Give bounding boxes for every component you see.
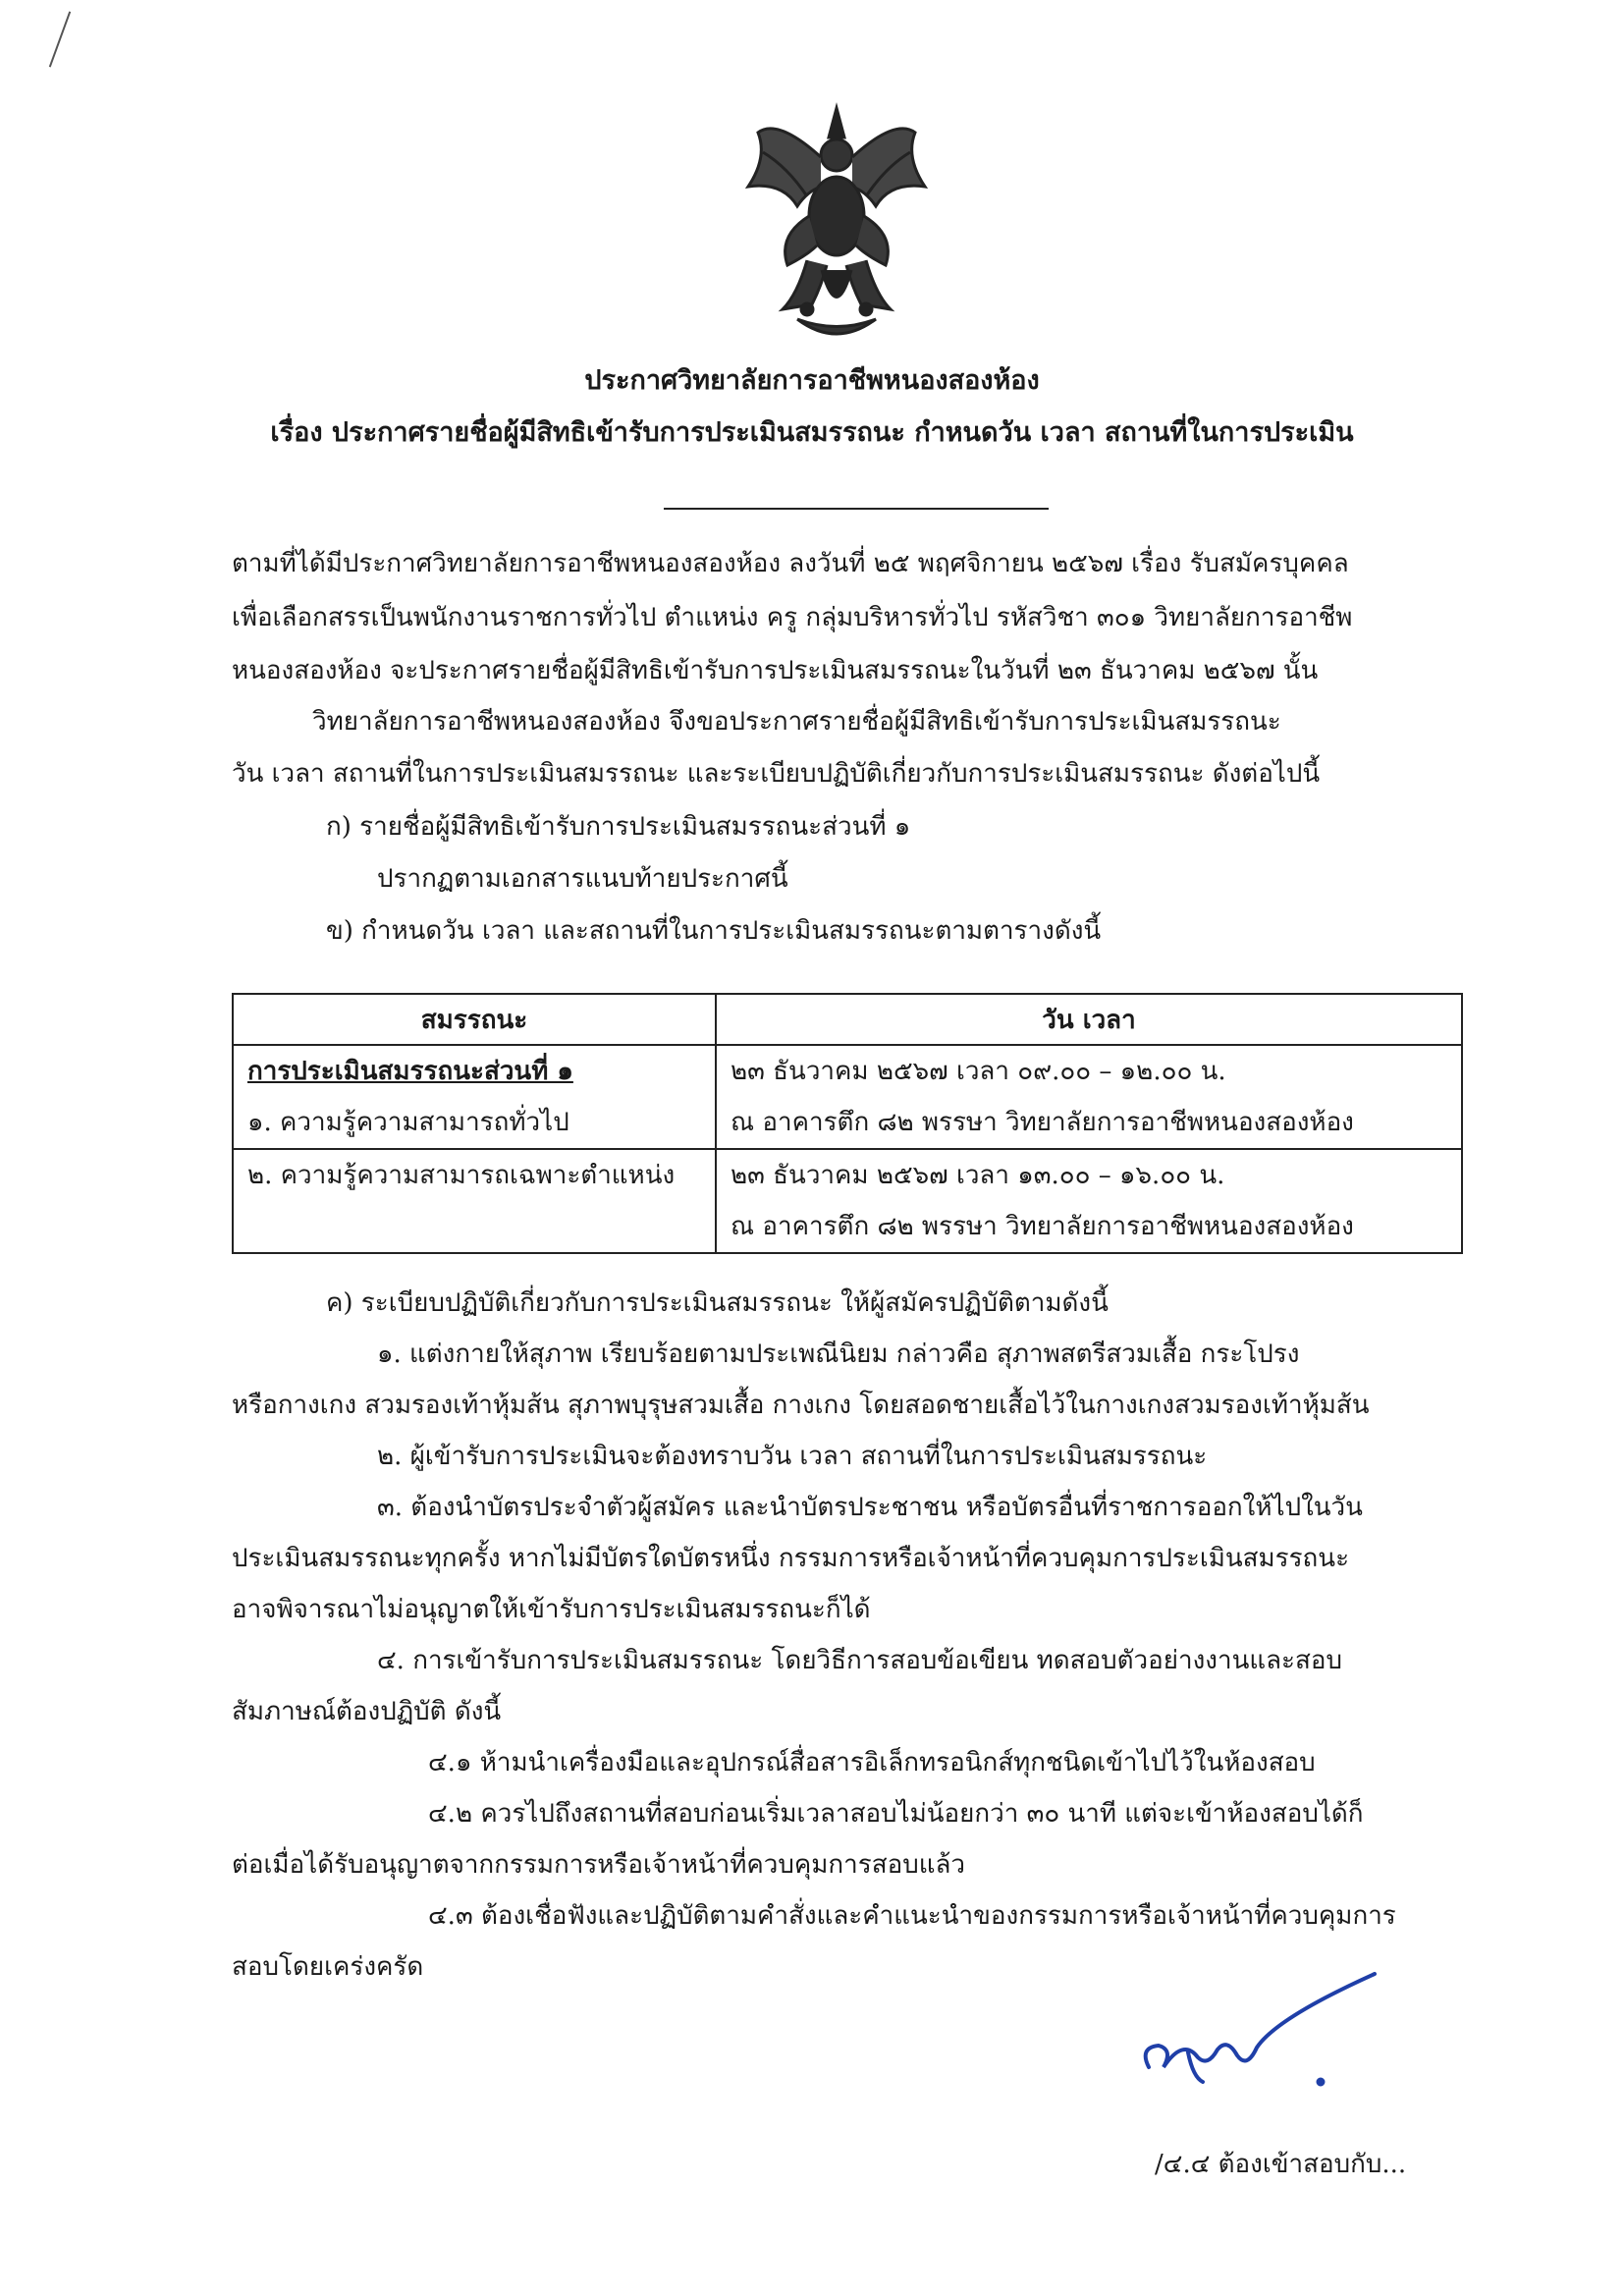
title-divider	[664, 508, 1049, 510]
paragraph-line: เพื่อเลือกสรรเป็นพนักงานราชการทั่วไป ตำแหน่ง ครู กลุ่มบริหารทั่วไป รหัสวิชา ๓๐๑ วิทยาลัยการอาชีพ	[232, 603, 1353, 632]
rule-line: สอบโดยเคร่งครัด	[232, 1952, 424, 1982]
paragraph-line: ตามที่ได้มีประกาศวิทยาลัยการอาชีพหนองสองห้อง ลงวันที่ ๒๕ พฤศจิกายน ๒๕๖๗ เรื่อง รับสมัครบุคคล	[232, 549, 1349, 578]
rule-line: สัมภาษณ์ต้องปฏิบัติ ดังนี้	[232, 1697, 502, 1726]
cell-text: ๒. ความรู้ความสามารถเฉพาะตำแหน่ง	[247, 1161, 676, 1190]
scan-mark	[49, 11, 71, 67]
table-cell	[716, 1045, 1462, 1149]
table-cell	[233, 1149, 716, 1253]
rule-line: ๔. การเข้ารับการประเมินสมรรถนะ โดยวิธีการสอบข้อเขียน ทดสอบตัวอย่างงานและสอบ	[377, 1646, 1342, 1675]
rule-line: อาจพิจารณาไม่อนุญาตให้เข้ารับการประเมินสมรรถนะก็ได้	[232, 1595, 871, 1624]
signature-icon	[1129, 1959, 1384, 2097]
table-row	[233, 1149, 1462, 1253]
table-row	[233, 1045, 1462, 1149]
table-header-row	[233, 994, 1462, 1045]
rule-line: ๔.๒ ควรไปถึงสถานที่สอบก่อนเริ่มเวลาสอบไม่น้อยกว่า ๓๐ นาที แต่จะเข้าห้องสอบได้ก็	[428, 1799, 1364, 1829]
list-item: ข) กำหนดวัน เวลา และสถานที่ในการประเมินสมรรถนะตามตารางดังนี้	[326, 916, 1102, 946]
section-heading: การประเมินสมรรถนะส่วนที่ ๑	[247, 1057, 573, 1086]
rule-line: ๔.๓ ต้องเชื่อฟังและปฏิบัติตามคำสั่งและคำแนะนำของกรรมการหรือเจ้าหน้าที่ควบคุมการ	[428, 1901, 1396, 1931]
schedule-table	[232, 993, 1463, 1254]
rule-line: ๔.๑ ห้ามนำเครื่องมือและอุปกรณ์สื่อสารอิเล็กทรอนิกส์ทุกชนิดเข้าไปไว้ในห้องสอบ	[428, 1748, 1316, 1777]
cell-text: ณ อาคารตึก ๘๒ พรรษา วิทยาลัยการอาชีพหนองสองห้อง	[731, 1212, 1354, 1241]
garuda-emblem-icon	[738, 98, 935, 349]
continued-note: /๔.๔ ต้องเข้าสอบกับ...	[1155, 2150, 1407, 2179]
list-item: ปรากฏตามเอกสารแนบท้ายประกาศนี้	[377, 864, 788, 894]
rule-line: หรือกางเกง สวมรองเท้าหุ้มส้น สุภาพบุรุษสวมเสื้อ กางเกง โดยสอดชายเสื้อไว้ในกางเกงสวมรองเท้าหุ้มส้น	[232, 1391, 1370, 1420]
rule-line: ต่อเมื่อได้รับอนุญาตจากกรรมการหรือเจ้าหน้าที่ควบคุมการสอบแล้ว	[232, 1850, 965, 1880]
table-cell	[716, 1149, 1462, 1253]
rule-line: ๒. ผู้เข้ารับการประเมินจะต้องทราบวัน เวลา สถานที่ในการประเมินสมรรถนะ	[377, 1442, 1208, 1471]
paragraph-line: วัน เวลา สถานที่ในการประเมินสมรรถนะ และระเบียบปฏิบัติเกี่ยวกับการประเมินสมรรถนะ ดังต่อไปนี้	[232, 759, 1321, 789]
cell-text: ๑. ความรู้ความสามารถทั่วไป	[247, 1108, 569, 1137]
paragraph-line: วิทยาลัยการอาชีพหนองสองห้อง จึงขอประกาศรายชื่อผู้มีสิทธิเข้ารับการประเมินสมรรถนะ	[312, 707, 1281, 737]
document-subject: เรื่อง ประกาศรายชื่อผู้มีสิทธิเข้ารับการประเมินสมรรถนะ กำหนดวัน เวลา สถานที่ในการประเมิน	[270, 417, 1354, 448]
cell-text: ๒๓ ธันวาคม ๒๕๖๗ เวลา ๑๓.๐๐ – ๑๖.๐๐ น.	[731, 1161, 1225, 1190]
rule-line: ๑. แต่งกายให้สุภาพ เรียบร้อยตามประเพณีนิยม กล่าวคือ สุภาพสตรีสวมเสื้อ กระโปรง	[377, 1339, 1300, 1369]
paragraph-line: หนองสองห้อง จะประกาศรายชื่อผู้มีสิทธิเข้ารับการประเมินสมรรถนะในวันที่ ๒๓ ธันวาคม ๒๕๖๗ นั้น	[232, 656, 1319, 685]
table-header: วัน เวลา	[716, 994, 1462, 1045]
table-header: สมรรถนะ	[233, 994, 716, 1045]
list-item: ค) ระเบียบปฏิบัติเกี่ยวกับการประเมินสมรรถนะ ให้ผู้สมัครปฏิบัติตามดังนี้	[326, 1288, 1109, 1318]
list-item: ก) รายชื่อผู้มีสิทธิเข้ารับการประเมินสมรรถนะส่วนที่ ๑	[326, 812, 911, 842]
cell-text: ๒๓ ธันวาคม ๒๕๖๗ เวลา ๐๙.๐๐ – ๑๒.๐๐ น.	[731, 1057, 1226, 1086]
cell-text: ณ อาคารตึก ๘๒ พรรษา วิทยาลัยการอาชีพหนองสองห้อง	[731, 1108, 1354, 1137]
document-title: ประกาศวิทยาลัยการอาชีพหนองสองห้อง	[584, 365, 1040, 396]
table-cell	[233, 1045, 716, 1149]
rule-line: ประเมินสมรรถนะทุกครั้ง หากไม่มีบัตรใดบัตรหนึ่ง กรรมการหรือเจ้าหน้าที่ควบคุมการประเมินสมรรถนะ	[232, 1544, 1350, 1573]
rule-line: ๓. ต้องนำบัตรประจำตัวผู้สมัคร และนำบัตรประชาชน หรือบัตรอื่นที่ราชการออกให้ไปในวัน	[377, 1493, 1363, 1522]
